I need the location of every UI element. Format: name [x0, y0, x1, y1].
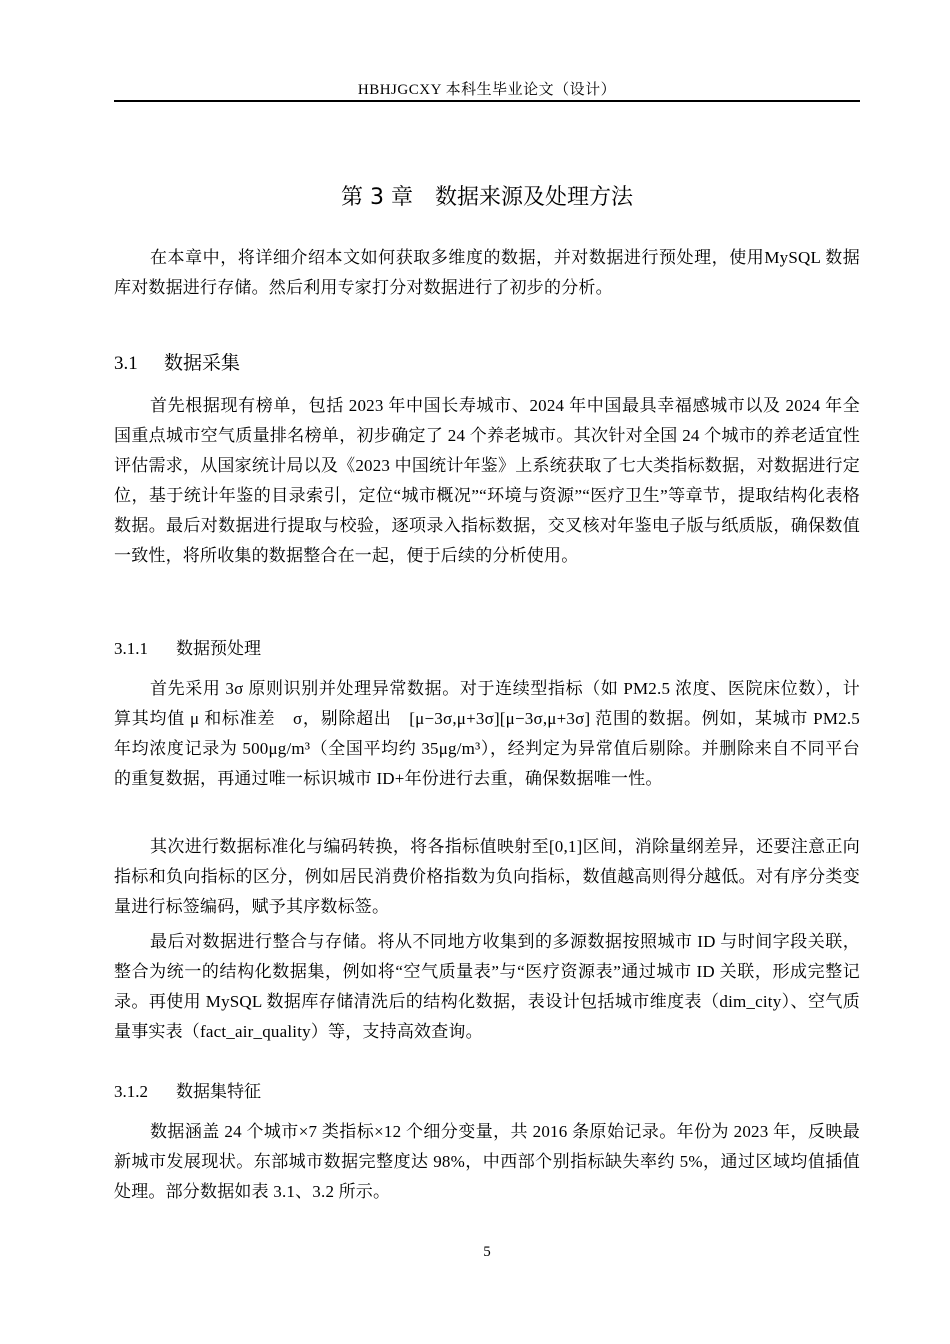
header-rule — [114, 100, 860, 102]
section-3-1-paragraph: 首先根据现有榜单，包括 2023 年中国长寿城市、2024 年中国最具幸福感城市以及 2024 年全国重点城市空气质量排名榜单，初步确定了 24 个养老城市。其次针对全国 24 个城市的养老适宜性评估需求，从国家统计局以及《2023 中国统计年鉴》上系统获取了七大类指标数据，对数据进行定位，基于统计年鉴的目录索引，定位“城市概况”“环境与资源”“医疗卫生”等章节，提取结构化表格数据。最后对数据进行提取与校验，逐项录入指标数据，交叉核对年鉴电子版与纸质版，确保数值一致性，将所收集的数据整合在一起，便于后续的分析使用。 — [114, 396, 860, 565]
subsection-heading-3-1-1 — [114, 634, 261, 659]
section-title: 数据采集 — [164, 352, 241, 374]
running-header: HBHJGCXY 本科生毕业论文（设计） — [357, 82, 617, 98]
preprocess-paragraph-3: 最后对数据进行整合与存储。将从不同地方收集到的多源数据按照城市 ID 与时间字段关联，整合为统一的结构化数据集，例如将“空气质量表”与“医疗资源表”通过城市 ID 关联，形成完整记录。再使用 MySQL 数据库存储清洗后的结构化数据，表设计包括城市维度表（dim_city）、空气质量事实表（fact_air_quality）等，支持高效查询。 — [114, 932, 860, 1041]
subsection-title: 数据预处理 — [176, 639, 261, 659]
section-heading-3-1 — [114, 348, 240, 375]
page-number: 5 — [483, 1244, 491, 1260]
section-number: 3.1 — [114, 353, 138, 374]
preprocess-paragraph-2: 其次进行数据标准化与编码转换，将各指标值映射至[0,1]区间，消除量纲差异，还要注意正向指标和负向指标的区分，例如居民消费价格指数为负向指标，数值越高则得分越低。对有序分类变量进行标签编码，赋予其序数标签。 — [114, 837, 860, 916]
subsection-number: 3.1.2 — [114, 1082, 148, 1101]
dataset-paragraph: 数据涵盖 24 个城市×7 类指标×12 个细分变量，共 2016 条原始记录。年份为 2023 年，反映最新城市发展现状。东部城市数据完整度达 98%，中西部个别指标缺失率约 5%，通过区域均值插值处理。部分数据如表 3.1、3.2 所示。 — [114, 1122, 860, 1201]
subsection-number: 3.1.1 — [114, 639, 148, 658]
chapter-title: 第 3 章 数据来源及处理方法 — [341, 185, 633, 210]
subsection-heading-3-1-2 — [114, 1077, 261, 1102]
intro-paragraph: 在本章中，将详细介绍本文如何获取多维度的数据，并对数据进行预处理，使用MySQL 数据库对数据进行存储。然后利用专家打分对数据进行了初步的分析。 — [114, 248, 860, 297]
preprocess-paragraph-1: 首先采用 3σ 原则识别并处理异常数据。对于连续型指标（如 PM2.5 浓度、医院床位数），计算其均值 μ 和标准差 σ，剔除超出 [μ−3σ,μ+3σ][μ−3σ,μ+3σ] 范围的数据。例如，某城市 PM2.5 年均浓度记录为 500μg/m³（全国平均约 35μg/m³），经判定为异常值后剔除。并删除来自不同平台的重复数据，再通过唯一标识城市 ID+年份进行去重，确保数据唯一性。 — [114, 679, 860, 788]
subsection-title: 数据集特征 — [176, 1082, 261, 1102]
